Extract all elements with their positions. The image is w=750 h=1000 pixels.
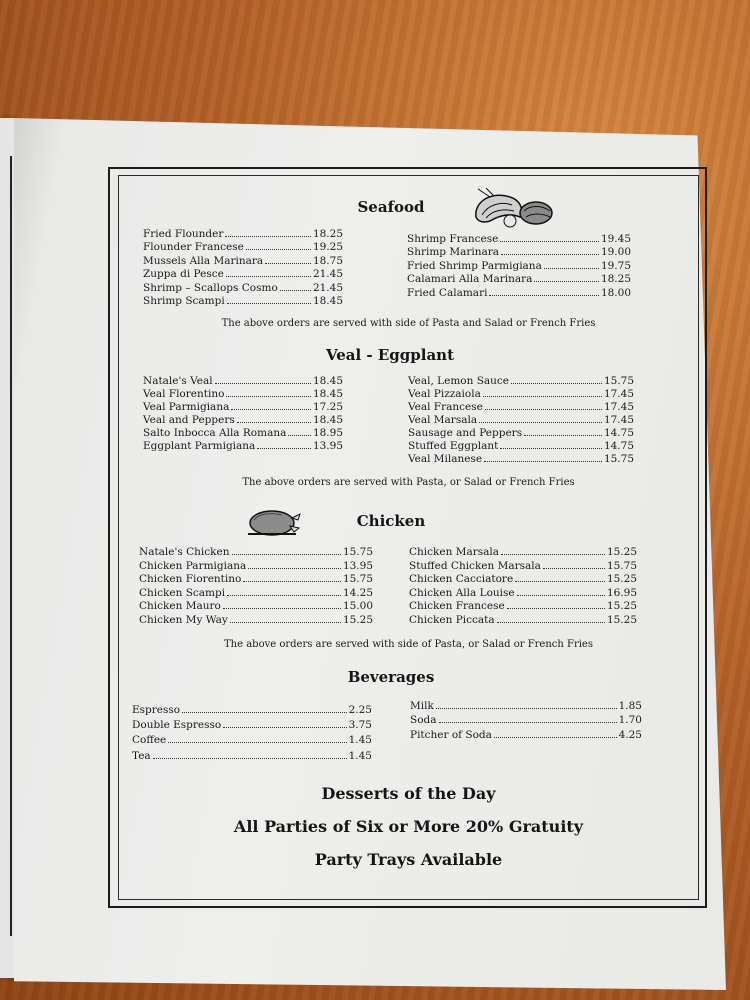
dot-leader	[230, 622, 341, 623]
dot-leader	[484, 461, 602, 462]
menu-item-price: 2.25	[348, 704, 372, 716]
dot-leader	[280, 290, 311, 291]
menu-item-price: 18.45	[312, 414, 343, 426]
veal-title: Veal - Eggplant	[325, 346, 455, 364]
menu-item-row	[407, 246, 631, 259]
menu-item-name: Sausage and Peppers	[408, 427, 523, 439]
menu-item-price: 1.70	[618, 714, 642, 727]
dot-leader	[500, 448, 602, 449]
menu-item-price: 18.75	[312, 254, 343, 267]
dot-leader	[226, 396, 311, 397]
dot-leader	[500, 241, 599, 242]
desserts-line: Desserts of the Day	[321, 784, 496, 803]
menu-item-price: 21.45	[312, 281, 343, 294]
menu-item-price: 15.25	[606, 573, 637, 586]
menu-item-name: Chicken Francese	[409, 600, 505, 613]
menu-item-row	[407, 233, 631, 246]
menu-item-row	[143, 440, 343, 453]
menu-item-row	[408, 401, 634, 414]
menu-item-price: 15.00	[342, 600, 373, 613]
dot-leader	[515, 581, 605, 582]
dot-leader	[223, 727, 346, 728]
menu-item-row	[408, 427, 634, 440]
menu-item-row	[408, 375, 634, 388]
menu-item-price: 15.25	[606, 600, 637, 613]
dot-leader	[265, 263, 311, 264]
dot-leader	[226, 276, 311, 277]
dot-leader	[246, 249, 311, 250]
menu-item-name: Chicken Alla Louise	[409, 586, 515, 599]
menu-item-price: 15.25	[606, 546, 637, 558]
dot-leader	[153, 758, 347, 759]
menu-item-name: Stuffed Chicken Marsala	[409, 559, 541, 572]
menu-item-row	[410, 729, 642, 742]
menu-item-row	[143, 388, 343, 401]
menu-item-price: 15.75	[603, 453, 634, 465]
menu-item-name: Veal Florentino	[143, 388, 225, 400]
menu-item-price: 1.45	[348, 749, 372, 762]
dot-leader	[215, 383, 311, 384]
dot-leader	[257, 448, 311, 449]
menu-item-name: Veal Francese	[408, 401, 483, 413]
chicken-note: The above orders are served with side of Pasta, or Salad or French Fries	[224, 639, 593, 650]
dot-leader	[225, 236, 311, 237]
menu-item-name: Espresso	[132, 704, 181, 716]
previous-page-edge	[0, 118, 14, 978]
menu-item-row	[143, 268, 343, 281]
menu-item-name: Stuffed Eggplant	[408, 440, 499, 452]
dot-leader	[485, 409, 602, 410]
menu-item-name: Veal Parmigiana	[143, 401, 230, 413]
menu-item-name: Shrimp Scampi	[143, 295, 225, 307]
menu-item-price: 15.75	[342, 573, 373, 586]
menu-item-row	[139, 614, 373, 627]
menu-item-price: 18.45	[312, 295, 343, 307]
menu-item-name: Double Espresso	[132, 719, 222, 732]
menu-item-name: Veal Milanese	[408, 453, 483, 465]
menu-item-row	[407, 260, 631, 273]
menu-item-name: Chicken Parmigiana	[139, 559, 247, 572]
menu-item-name: Veal and Peppers	[143, 414, 235, 426]
chicken-title: Chicken	[356, 512, 426, 530]
dot-leader	[494, 737, 617, 738]
dot-leader	[223, 608, 341, 609]
dot-leader	[483, 396, 602, 397]
dot-leader	[232, 554, 341, 555]
menu-item-name: Fried Shrimp Parmigiana	[407, 259, 542, 272]
dot-leader	[243, 581, 341, 582]
menu-item-price: 18.00	[600, 286, 631, 299]
dot-leader	[231, 409, 311, 410]
dot-leader	[501, 254, 599, 255]
menu-item-price: 1.85	[618, 700, 642, 712]
dot-leader	[507, 608, 605, 609]
menu-item-price: 14.25	[342, 586, 373, 599]
menu-item-price: 18.95	[312, 427, 343, 439]
menu-item-row	[409, 587, 637, 600]
menu-item-row	[139, 546, 373, 559]
dot-leader	[248, 568, 341, 569]
menu-item-price: 1.45	[348, 734, 372, 747]
dot-leader	[168, 742, 346, 743]
beverages-title: Beverages	[347, 668, 435, 686]
menu-item-price: 17.25	[312, 401, 343, 413]
menu-item-name: Chicken My Way	[139, 614, 228, 626]
menu-item-price: 19.25	[312, 241, 343, 254]
menu-item-name: Chicken Marsala	[409, 546, 500, 558]
menu-item-name: Natale's Chicken	[139, 546, 230, 558]
menu-item-row	[132, 750, 372, 763]
menu-item-price: 18.25	[600, 273, 631, 286]
menu-item-name: Shrimp Marinara	[407, 246, 500, 259]
menu-item-name: Mussels Alla Marinara	[143, 254, 264, 267]
menu-item-price: 18.25	[312, 228, 343, 240]
veal-note: The above orders are served with Pasta, or Salad or French Fries	[242, 477, 575, 488]
menu-item-price: 17.45	[603, 388, 634, 400]
menu-item-price: 13.95	[312, 440, 343, 452]
menu-item-price: 15.25	[342, 614, 373, 626]
dot-leader	[237, 422, 311, 423]
dot-leader	[544, 268, 599, 269]
menu-item-price: 15.25	[606, 614, 637, 626]
menu-item-row	[408, 453, 634, 466]
menu-item-price: 18.45	[312, 388, 343, 400]
menu-item-name: Veal Marsala	[408, 414, 478, 426]
dot-leader	[497, 622, 605, 623]
menu-item-row	[143, 241, 343, 254]
menu-item-name: Zuppa di Pesce	[143, 268, 224, 281]
menu-item-row	[143, 255, 343, 268]
menu-item-name: Veal, Lemon Sauce	[408, 375, 510, 387]
menu-item-row	[409, 560, 637, 573]
seafood-title: Seafood	[357, 198, 425, 216]
menu-item-name: Veal Pizzaiola	[408, 388, 481, 400]
dot-leader	[182, 712, 347, 713]
menu-item-price: 14.75	[603, 440, 634, 452]
menu-item-price: 16.95	[606, 586, 637, 599]
menu-item-name: Flounder Francese	[143, 241, 244, 254]
seafood-note: The above orders are served with side of Pasta and Salad or French Fries	[221, 318, 596, 329]
menu-item-price: 17.45	[603, 401, 634, 413]
menu-item-row	[410, 700, 642, 713]
menu-item-name: Milk	[410, 700, 434, 712]
menu-item-row	[407, 287, 631, 300]
menu-item-name: Chicken Scampi	[139, 586, 226, 599]
menu-item-name: Tea	[132, 749, 151, 762]
dot-leader	[436, 708, 617, 709]
menu-item-row	[139, 587, 373, 600]
menu-item-name: Fried Calamari	[407, 286, 488, 299]
menu-item-row	[139, 560, 373, 573]
dot-leader	[534, 281, 599, 282]
menu-item-price: 19.45	[600, 233, 631, 245]
menu-item-price: 4.25	[618, 728, 642, 741]
menu-item-price: 18.45	[312, 375, 343, 387]
dot-leader	[288, 435, 311, 436]
menu-item-price: 21.45	[312, 268, 343, 281]
menu-item-row	[407, 273, 631, 286]
menu-item-row	[139, 600, 373, 613]
menu-item-row	[143, 427, 343, 440]
menu-item-name: Chicken Piccata	[409, 614, 495, 626]
menu-item-name: Shrimp – Scallops Cosmo	[143, 281, 278, 294]
dot-leader	[489, 295, 598, 296]
menu-item-row	[132, 719, 372, 732]
dot-leader	[511, 383, 602, 384]
menu-item-row	[410, 714, 642, 727]
menu-item-name: Coffee	[132, 734, 167, 747]
menu-item-row	[409, 600, 637, 613]
menu-item-row	[408, 414, 634, 427]
menu-item-name: Soda	[410, 714, 437, 727]
menu-item-row	[408, 388, 634, 401]
menu-item-row	[132, 704, 372, 717]
menu-item-price: 15.75	[342, 546, 373, 558]
dot-leader	[543, 568, 605, 569]
menu-item-row	[143, 414, 343, 427]
menu-item-row	[409, 614, 637, 627]
menu-item-price: 13.95	[342, 559, 373, 572]
menu-item-price: 15.75	[603, 375, 634, 387]
menu-item-price: 15.75	[606, 559, 637, 572]
party-trays-line: Party Trays Available	[314, 850, 503, 869]
menu-item-price: 19.00	[600, 246, 631, 259]
menu-item-name: Shrimp Francese	[407, 233, 499, 245]
dot-leader	[517, 595, 605, 596]
dot-leader	[227, 303, 311, 304]
dot-leader	[227, 595, 341, 596]
gratuity-line: All Parties of Six or More 20% Gratuity	[233, 817, 584, 836]
menu-item-row	[139, 573, 373, 586]
menu-item-row	[132, 734, 372, 747]
menu-item-row	[409, 546, 637, 559]
menu-item-name: Calamari Alla Marinara	[407, 273, 533, 286]
shrimp-and-shell-icon	[470, 187, 556, 229]
menu-item-row	[143, 375, 343, 388]
menu-item-row	[143, 228, 343, 241]
menu-item-name: Chicken Mauro	[139, 600, 221, 613]
menu-item-row	[409, 573, 637, 586]
dot-leader	[501, 554, 605, 555]
menu-item-name: Salto Inbocca Alla Romana	[143, 427, 287, 439]
menu-item-price: 3.75	[348, 719, 372, 732]
menu-item-name: Pitcher of Soda	[410, 728, 492, 741]
dot-leader	[479, 422, 602, 423]
menu-item-price: 19.75	[600, 259, 631, 272]
menu-item-name: Fried Flounder	[143, 228, 224, 240]
menu-item-name: Eggplant Parmigiana	[143, 440, 256, 452]
dot-leader	[439, 722, 617, 723]
menu-item-price: 14.75	[603, 427, 634, 439]
menu-item-name: Chicken Fiorentino	[139, 573, 242, 586]
menu-item-price: 17.45	[603, 414, 634, 426]
dot-leader	[524, 435, 602, 436]
menu-item-row	[143, 295, 343, 308]
menu-item-row	[143, 401, 343, 414]
menu-item-row	[143, 282, 343, 295]
menu-item-row	[408, 440, 634, 453]
menu-item-name: Natale's Veal	[143, 375, 213, 387]
menu-item-name: Chicken Cacciatore	[409, 573, 514, 586]
